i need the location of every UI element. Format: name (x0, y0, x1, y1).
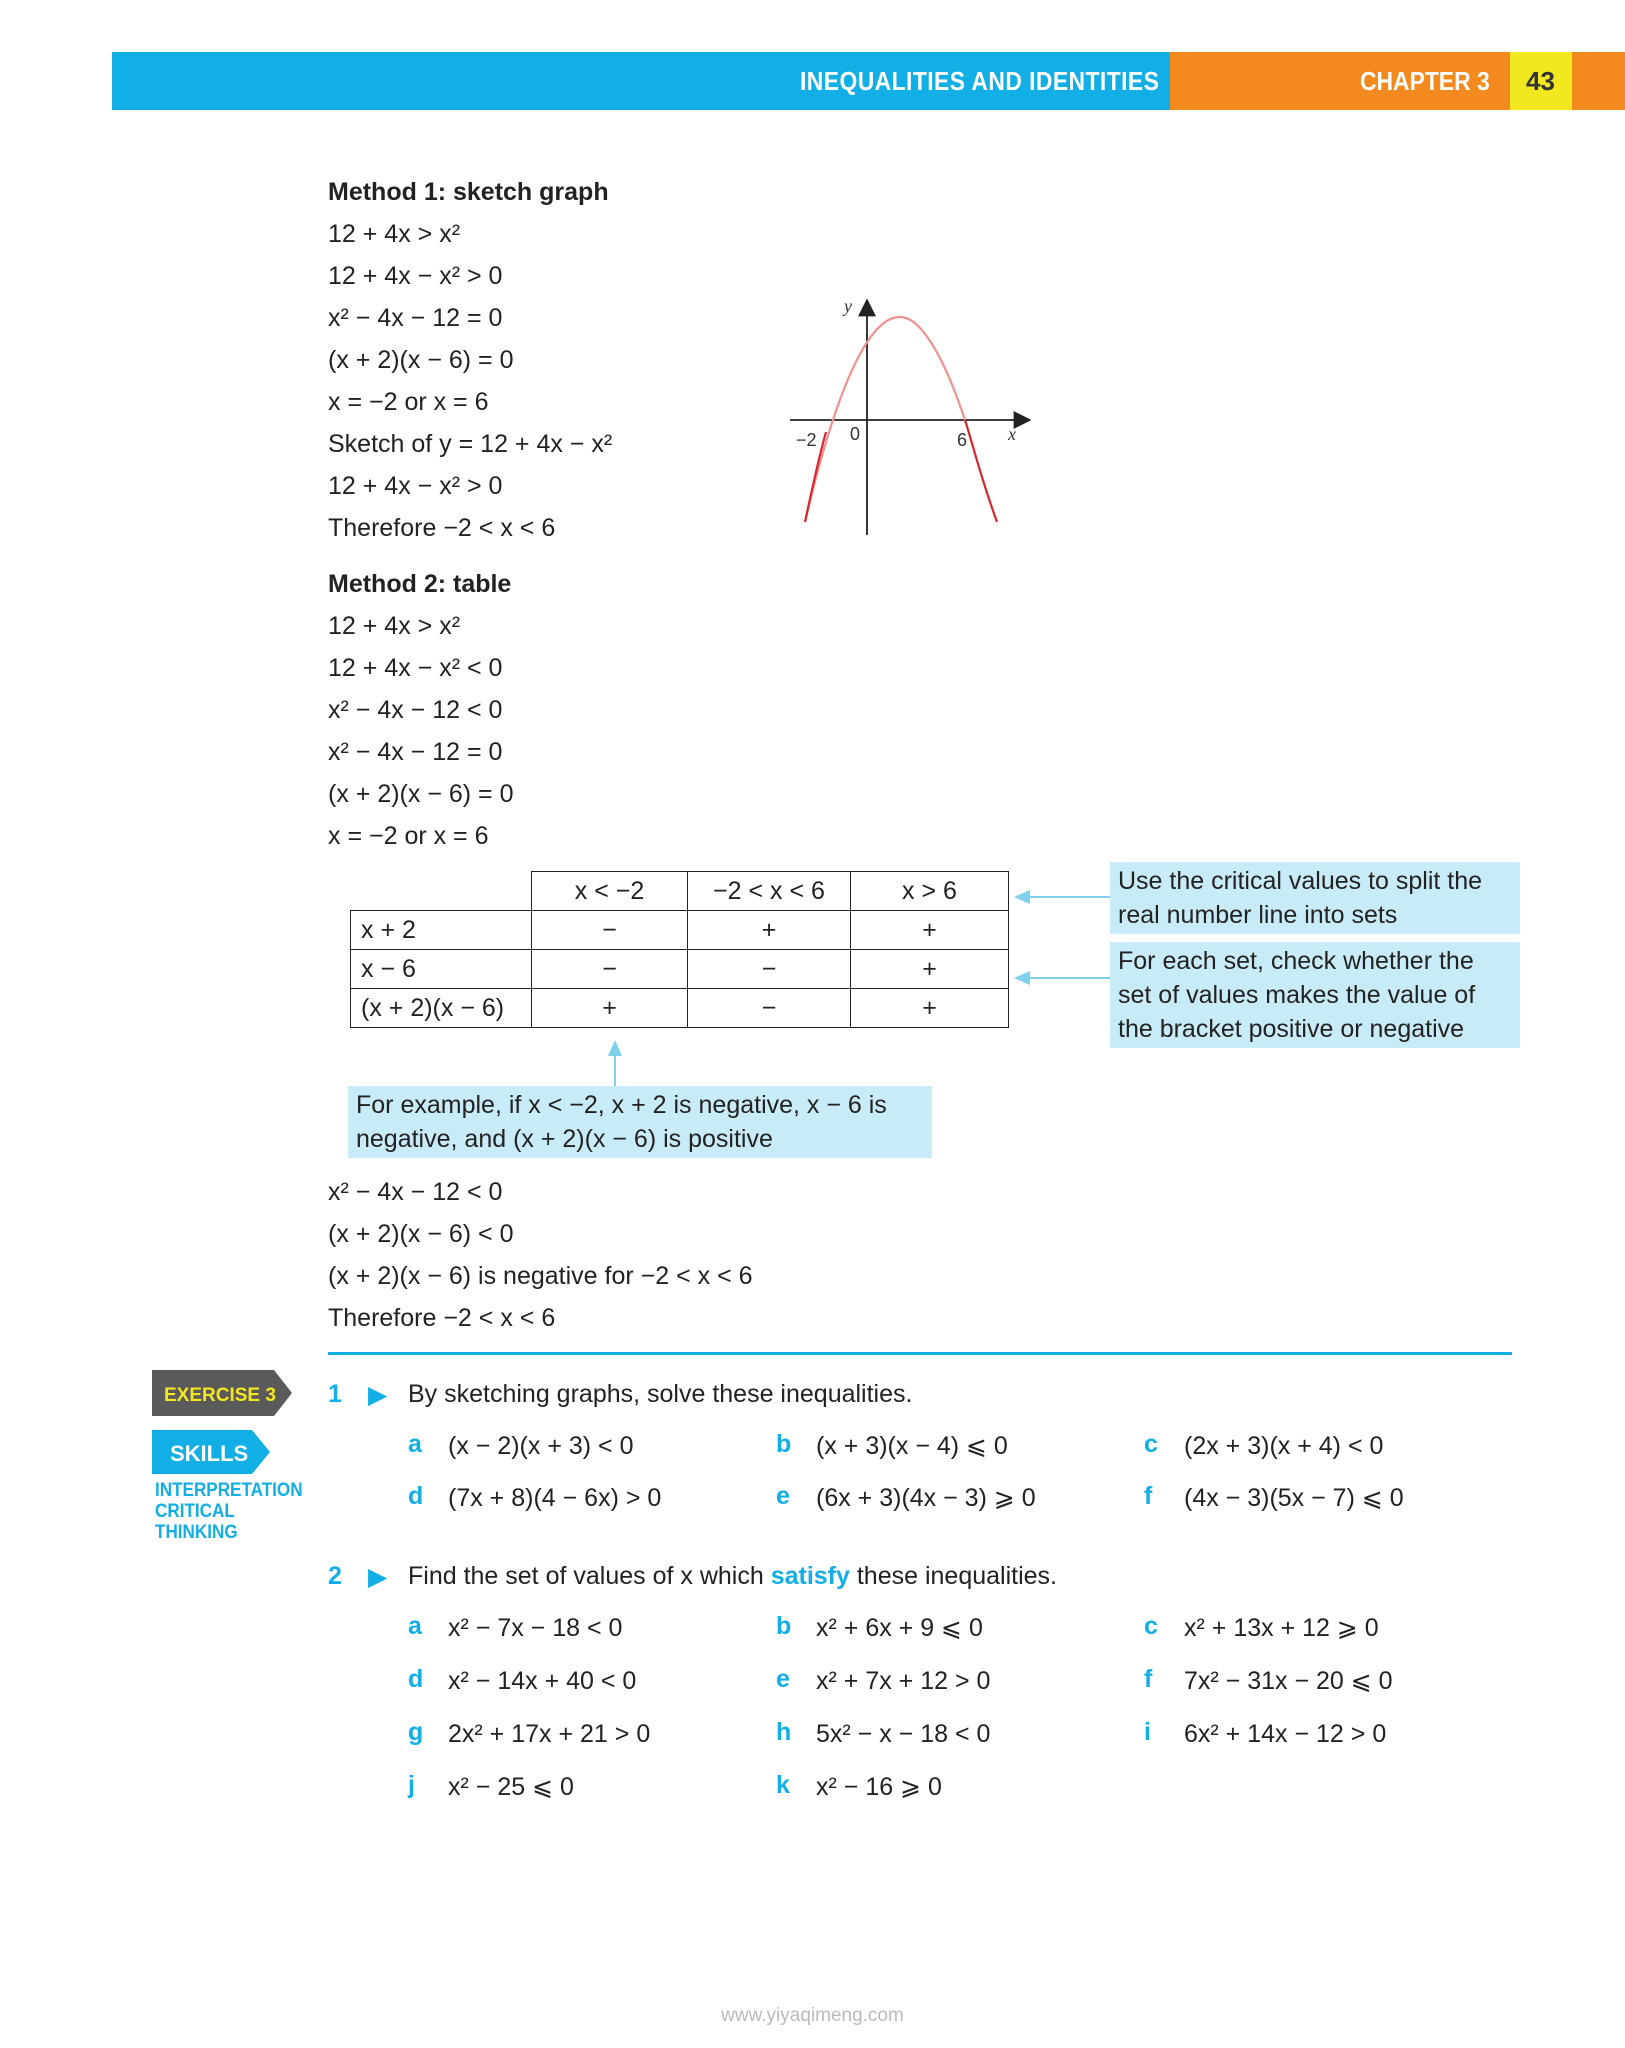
question-2-text (408, 1560, 1057, 1592)
question-2-keyword: satisfy (770, 1562, 850, 1590)
method2-line: 12 + 4x > x² (328, 612, 461, 640)
table-cell: + (851, 989, 1009, 1028)
part-letter: b (776, 1430, 792, 1458)
method2-conclusion (328, 1176, 753, 1334)
conclusion-line: (x + 2)(x − 6) < 0 (328, 1220, 514, 1248)
part-letter: h (776, 1718, 792, 1746)
table-header-row (351, 872, 1009, 911)
method2-line: x = −2 or x = 6 (328, 822, 489, 850)
table-cell: − (532, 950, 688, 989)
part-expr: (2x + 3)(x + 4) < 0 (1184, 1432, 1384, 1460)
header-title: INEQUALITIES AND IDENTITIES (800, 66, 1160, 96)
part-item (1144, 1718, 1484, 1750)
skills-list (155, 1480, 303, 1543)
question-1-marker-icon: ▶ (368, 1381, 388, 1409)
part-item (776, 1665, 1144, 1697)
part-item (408, 1612, 776, 1644)
question-1-parts (408, 1430, 1508, 1514)
conclusion-line: (x + 2)(x − 6) is negative for −2 < x < 6 (328, 1262, 753, 1290)
table-cell: + (851, 911, 1009, 950)
question-2-parts (408, 1612, 1508, 1803)
parabola-sketch (780, 290, 1040, 540)
part-letter: d (408, 1665, 424, 1693)
graph-origin-label: 0 (850, 424, 861, 444)
graph-root-left: −2 (796, 430, 817, 450)
method2-line: x² − 4x − 12 < 0 (328, 696, 503, 724)
method2-line: 12 + 4x − x² < 0 (328, 654, 503, 682)
skill-item: CRITICAL (155, 1501, 235, 1522)
question-2-number: 2 (328, 1562, 342, 1590)
part-letter: j (408, 1771, 415, 1799)
question-2-text-post: these inequalities. (849, 1562, 1057, 1590)
skill-item: INTERPRETATION (155, 1480, 303, 1501)
part-item (1144, 1482, 1484, 1514)
part-expr: 7x² − 31x − 20 ⩽ 0 (1184, 1667, 1393, 1695)
part-letter: e (776, 1482, 790, 1510)
exercise-tag-label: EXERCISE 3 (164, 1385, 276, 1406)
question-2-marker-icon: ▶ (368, 1563, 388, 1591)
question-1-number: 1 (328, 1380, 342, 1408)
question-2-text-pre: Find the set of values of x which (408, 1562, 771, 1590)
header-bar-orange-end (1572, 52, 1625, 110)
method1-line: 12 + 4x > x² (328, 220, 461, 248)
table-row (351, 989, 1009, 1028)
arrow-head (1014, 971, 1030, 985)
part-item (776, 1430, 1144, 1462)
skills-tag (152, 1430, 270, 1474)
method2-line: (x + 2)(x − 6) = 0 (328, 780, 514, 808)
table-cell: + (688, 911, 851, 950)
table-row-label: x + 2 (351, 911, 532, 950)
table-cell: − (688, 989, 851, 1028)
part-letter: k (776, 1771, 790, 1799)
arrow-head (1014, 890, 1030, 904)
note-critical-values: Use the critical values to split the real number line into sets (1110, 862, 1520, 934)
part-expr: x² + 7x + 12 > 0 (816, 1667, 991, 1695)
part-expr: 6x² + 14x − 12 > 0 (1184, 1720, 1387, 1748)
part-item (408, 1718, 776, 1750)
note-check-sets: For each set, check whether the set of values makes the value of the bracket positive or negative (1110, 942, 1520, 1048)
conclusion-line: Therefore −2 < x < 6 (328, 1304, 556, 1332)
method1-line: x = −2 or x = 6 (328, 388, 489, 416)
part-item (776, 1718, 1144, 1750)
sign-table (350, 871, 1009, 1028)
method1-line: 12 + 4x − x² > 0 (328, 262, 503, 290)
part-letter: i (1144, 1718, 1151, 1746)
table-cell: + (851, 950, 1009, 989)
section-divider (328, 1352, 1512, 1355)
note-example: For example, if x < −2, x + 2 is negative, x − 6 is negative, and (x + 2)(x − 6) is positive (348, 1086, 932, 1158)
method1-line: x² − 4x − 12 = 0 (328, 304, 503, 332)
part-expr: x² − 14x + 40 < 0 (448, 1667, 637, 1695)
method1-line: 12 + 4x − x² > 0 (328, 472, 503, 500)
page-number: 43 (1526, 66, 1555, 96)
footer-watermark: www.yiyaqimeng.com (721, 2005, 904, 2026)
part-expr: x² − 25 ⩽ 0 (448, 1773, 574, 1801)
part-item (1144, 1612, 1484, 1644)
arrow-head (608, 1040, 622, 1056)
table-header-cell: x > 6 (851, 872, 1009, 911)
graph-root-right: 6 (957, 430, 968, 450)
part-expr: (x − 2)(x + 3) < 0 (448, 1432, 634, 1460)
part-letter: f (1144, 1665, 1153, 1693)
skills-tag-label: SKILLS (170, 1441, 249, 1466)
graph-x-label: x (1008, 424, 1016, 444)
part-item (776, 1612, 1144, 1644)
part-letter: a (408, 1612, 422, 1640)
part-letter: e (776, 1665, 790, 1693)
table-row (351, 911, 1009, 950)
table-header-cell: x < −2 (532, 872, 688, 911)
part-expr: x² + 6x + 9 ⩽ 0 (816, 1614, 983, 1642)
part-letter: c (1144, 1612, 1158, 1640)
method1-line: Therefore −2 < x < 6 (328, 514, 556, 542)
part-item (408, 1771, 776, 1803)
part-expr: 5x² − x − 18 < 0 (816, 1720, 991, 1748)
part-letter: g (408, 1718, 424, 1746)
graph-y-label: y (844, 296, 852, 316)
part-letter: d (408, 1482, 424, 1510)
part-item (408, 1430, 776, 1462)
table-cell: + (532, 989, 688, 1028)
part-item (408, 1482, 776, 1514)
parabola-right-tail (965, 420, 997, 522)
part-expr: 2x² + 17x + 21 > 0 (448, 1720, 651, 1748)
part-item (408, 1665, 776, 1697)
method1-line: (x + 2)(x − 6) = 0 (328, 346, 514, 374)
method1-line: Sketch of y = 12 + 4x − x² (328, 430, 613, 458)
part-letter: c (1144, 1430, 1158, 1458)
method2-steps (328, 610, 514, 852)
part-expr: (x + 3)(x − 4) ⩽ 0 (816, 1432, 1008, 1460)
part-item (776, 1771, 1144, 1803)
part-expr: x² + 13x + 12 ⩾ 0 (1184, 1614, 1379, 1642)
part-letter: a (408, 1430, 422, 1458)
table-cell: − (532, 911, 688, 950)
part-expr: x² − 7x − 18 < 0 (448, 1614, 623, 1642)
conclusion-line: x² − 4x − 12 < 0 (328, 1178, 503, 1206)
part-item (776, 1482, 1144, 1514)
table-row-label: x − 6 (351, 950, 532, 989)
method1-steps (328, 218, 612, 544)
part-expr: (6x + 3)(4x − 3) ⩾ 0 (816, 1484, 1036, 1512)
part-item (1144, 1430, 1484, 1462)
part-letter: b (776, 1612, 792, 1640)
skill-item: THINKING (155, 1522, 238, 1543)
part-expr: (4x − 3)(5x − 7) ⩽ 0 (1184, 1484, 1404, 1512)
table-cell: − (688, 950, 851, 989)
method2-heading: Method 2: table (328, 570, 512, 598)
part-expr: (7x + 8)(4 − 6x) > 0 (448, 1484, 662, 1512)
exercise-tag (152, 1370, 292, 1416)
table-row-label: (x + 2)(x − 6) (351, 989, 532, 1028)
table-row (351, 950, 1009, 989)
part-expr: x² − 16 ⩾ 0 (816, 1773, 942, 1801)
method1-heading: Method 1: sketch graph (328, 178, 609, 206)
table-header-cell: −2 < x < 6 (688, 872, 851, 911)
part-item (1144, 1665, 1484, 1697)
question-1-text: By sketching graphs, solve these inequalities. (408, 1380, 913, 1408)
part-letter: f (1144, 1482, 1153, 1510)
header-chapter: CHAPTER 3 (1360, 66, 1490, 96)
method2-line: x² − 4x − 12 = 0 (328, 738, 503, 766)
